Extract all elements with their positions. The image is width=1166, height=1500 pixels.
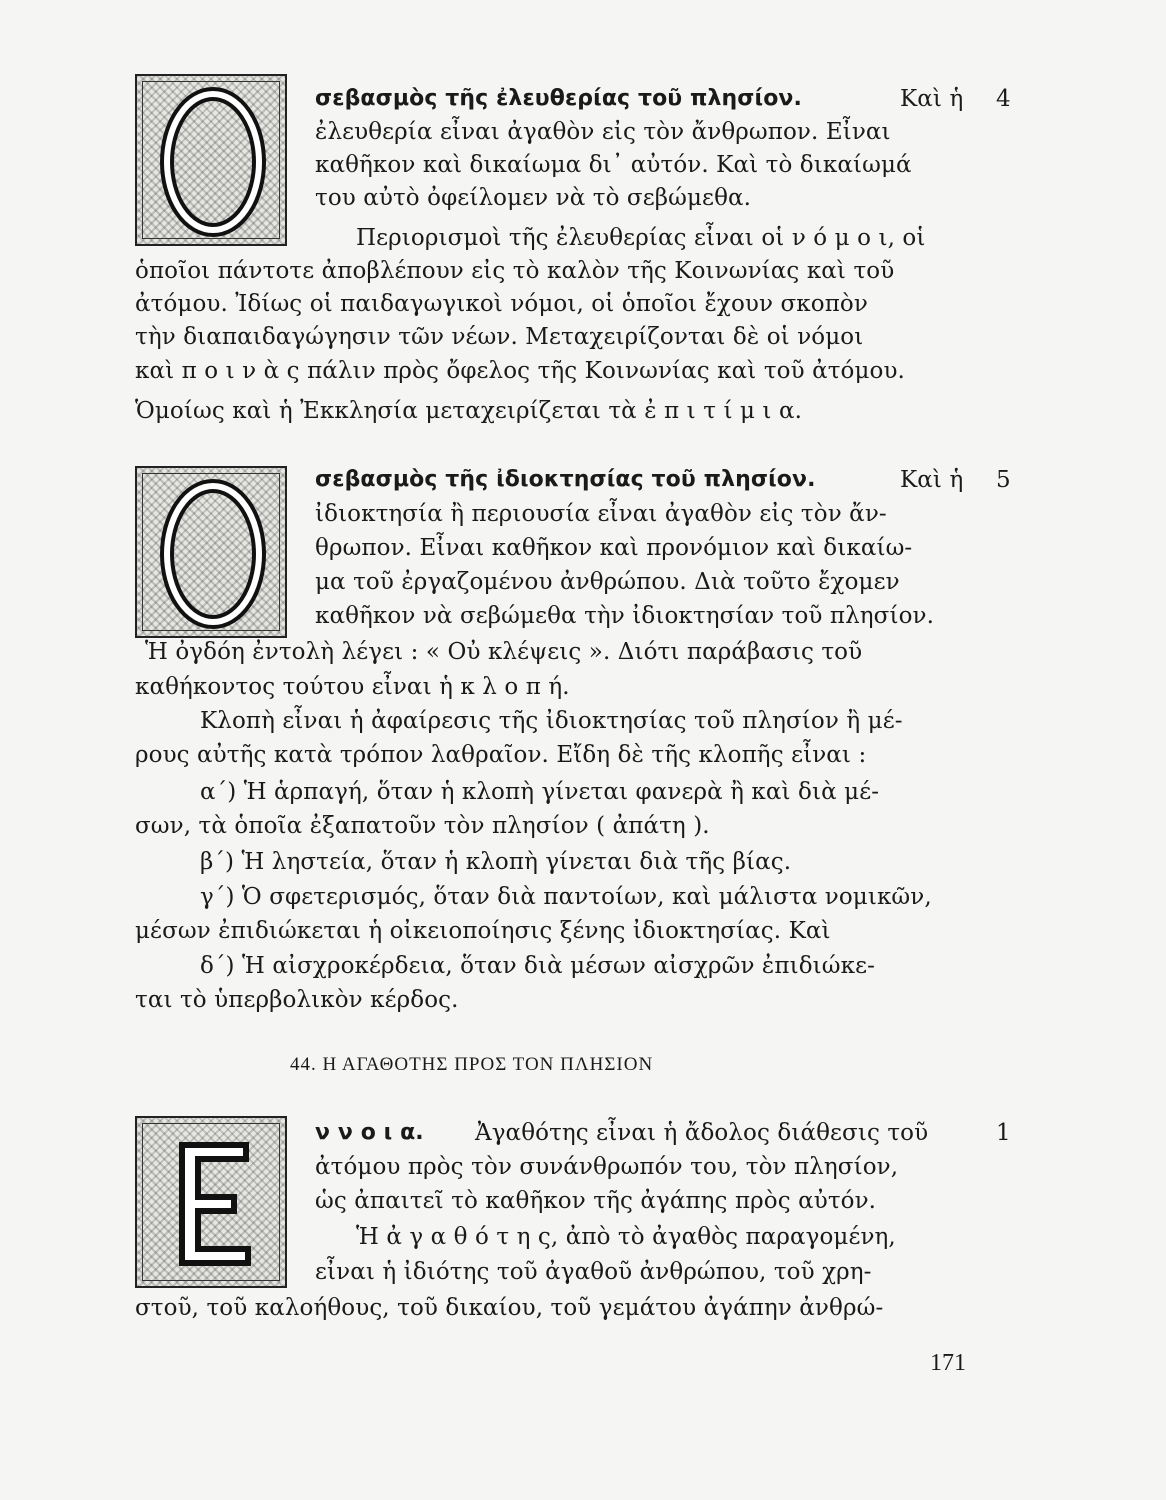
s4-line-6: ὁποῖοι πάντοτε ἀποβλέπουν εἰς τὸ καλὸν τῆς Κοινωνίας καὶ τοῦ xyxy=(135,258,895,284)
s4-line-1: σεβασμὸς τῆς ἐλευθερίας τοῦ πλησίον. xyxy=(315,86,802,111)
s4-line-8: τὴν διαπαιδαγώγησιν τῶν νέων. Μεταχειρίζονται δὲ οἱ νόμοι xyxy=(135,324,864,350)
s5-line-10: α΄) Ἡ ἁρπαγή, ὅταν ἡ κλοπὴ γίνεται φανερὰ ἢ καὶ διὰ μέ- xyxy=(200,779,880,805)
s5-line-1-tail: Καὶ ἡ xyxy=(900,467,964,493)
s4-line-4: του αὐτὸ ὀφείλομεν νὰ τὸ σεβώμεθα. xyxy=(315,185,752,211)
s1-line-1: Ἀγαθότης εἶναι ἡ ἄδολος διάθεσις τοῦ xyxy=(475,1120,929,1146)
s4-line-2: ἐλευθερία εἶναι ἀγαθὸν εἰς τὸν ἄνθρωπον. Εἶναι xyxy=(315,119,891,145)
s1-line-6: στοῦ, τοῦ καλοήθους, τοῦ δικαίου, τοῦ γεμάτου ἀγάπην ἀνθρώ- xyxy=(135,1295,884,1321)
s5-line-1: σεβασμὸς τῆς ἰδιοκτησίας τοῦ πλησίον. xyxy=(315,467,816,492)
section-number-4: 4 xyxy=(996,86,1011,112)
s5-line-2: ἰδιοκτησία ἢ περιουσία εἶναι ἀγαθὸν εἰς τὸν ἄν- xyxy=(315,501,887,527)
s5-line-5: καθῆκον νὰ σεβώμεθα τὴν ἰδιοκτησίαν τοῦ πλησίον. xyxy=(315,603,935,629)
chapter-heading: 44. Η ΑΓΑΘΟΤΗΣ ΠΡΟΣ ΤΟΝ ΠΛΗΣΙΟΝ xyxy=(290,1054,654,1075)
s5-line-7: καθήκοντος τούτου εἶναι ἡ κ λ ο π ή. xyxy=(135,674,570,700)
drop-cap-o-ornament xyxy=(135,466,287,638)
s4-line-9: καὶ π ο ι ν ὰ ς πάλιν πρὸς ὄφελος τῆς Κοινωνίας καὶ τοῦ ἀτόμου. xyxy=(135,358,905,384)
s1-line-3: ὡς ἀπαιτεῖ τὸ καθῆκον τῆς ἀγάπης πρὸς αὐτόν. xyxy=(315,1188,877,1214)
s5-line-6: Ἡ ὀγδόη ἐντολὴ λέγει : « Οὐ κλέψεις ». Διότι παράβασις τοῦ xyxy=(145,639,863,665)
page-number: 171 xyxy=(930,1350,966,1376)
drop-cap-o-ornament xyxy=(135,74,287,246)
s5-line-14: μέσων ἐπιδιώκεται ἡ οἰκειοποίησις ξένης ἰδιοκτησίας. Καὶ xyxy=(135,918,831,944)
section-number-5: 5 xyxy=(996,467,1011,493)
s1-lead-word: ν ν ο ι α. xyxy=(315,1120,424,1145)
s5-line-11: σων, τὰ ὁποῖα ἐξαπατοῦν τὸν πλησίον ( ἀπάτη ). xyxy=(135,813,710,839)
s5-line-15: δ΄) Ἡ αἰσχροκέρδεια, ὅταν διὰ μέσων αἰσχρῶν ἐπιδιώκε- xyxy=(200,953,875,979)
s5-line-13: γ΄) Ὁ σφετερισμός, ὅταν διὰ παντοίων, καὶ μάλιστα νομικῶν, xyxy=(200,884,932,910)
s4-line-1-tail: Καὶ ἡ xyxy=(900,86,964,112)
s4-line-5: Περιορισμοὶ τῆς ἐλευθερίας εἶναι οἱ ν ό μ ο ι, οἱ xyxy=(356,225,926,251)
s1-line-5: εἶναι ἡ ἰδιότης τοῦ ἀγαθοῦ ἀνθρώπου, τοῦ χρη- xyxy=(315,1259,872,1285)
s5-line-9: ρους αὐτῆς κατὰ τρόπον λαθραῖον. Εἴδη δὲ τῆς κλοπῆς εἶναι : xyxy=(135,742,867,768)
s5-line-4: μα τοῦ ἐργαζομένου ἀνθρώπου. Διὰ τοῦτο ἔχομεν xyxy=(315,569,900,595)
section-number-1: 1 xyxy=(996,1120,1011,1146)
s1-line-4: Ἡ ἀ γ α θ ό τ η ς, ἀπὸ τὸ ἀγαθὸς παραγομένη, xyxy=(356,1224,896,1250)
s5-line-12: β΄) Ἡ ληστεία, ὅταν ἡ κλοπὴ γίνεται διὰ τῆς βίας. xyxy=(200,849,792,875)
drop-cap-e-ornament xyxy=(135,1116,287,1288)
s5-line-3: θρωπον. Εἶναι καθῆκον καὶ προνόμιον καὶ δικαίω- xyxy=(315,535,913,561)
s5-line-8: Κλοπὴ εἶναι ἡ ἀφαίρεσις τῆς ἰδιοκτησίας τοῦ πλησίον ἢ μέ- xyxy=(200,708,903,734)
s1-line-2: ἀτόμου πρὸς τὸν συνάνθρωπόν του, τὸν πλησίον, xyxy=(315,1154,899,1180)
s5-line-16: ται τὸ ὑπερβολικὸν κέρδος. xyxy=(135,987,459,1013)
s4-line-3: καθῆκον καὶ δικαίωμα δι᾽ αὐτόν. Καὶ τὸ δικαίωμά xyxy=(315,152,912,178)
s4-line-7: ἀτόμου. Ἰδίως οἱ παιδαγωγικοὶ νόμοι, οἱ ὁποῖοι ἔχουν σκοπὸν xyxy=(135,291,868,317)
s4-line-10: Ὁμοίως καὶ ἡ Ἐκκλησία μεταχειρίζεται τὰ ἐ π ι τ ί μ ι α. xyxy=(135,398,803,424)
